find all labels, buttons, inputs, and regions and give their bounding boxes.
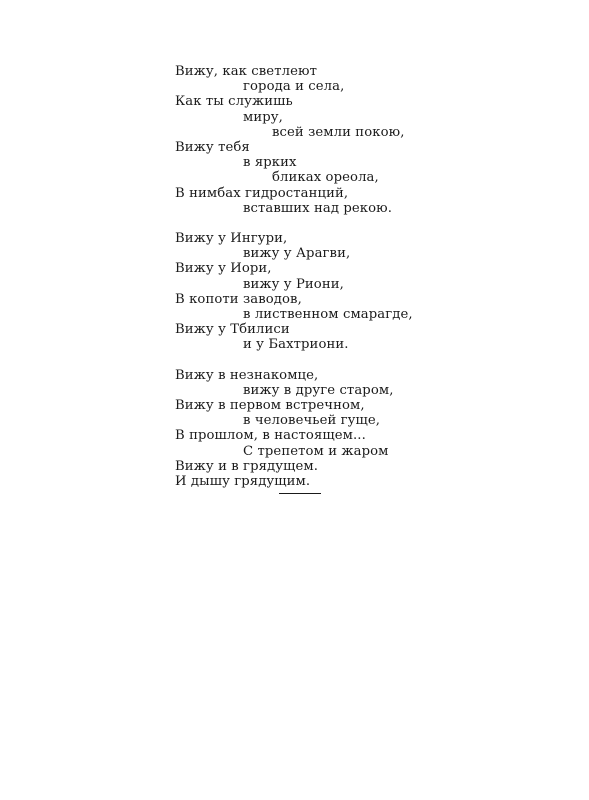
poem-line: Как ты служишь — [175, 94, 293, 110]
poem-line: вижу у Риони, — [243, 276, 344, 292]
poem-line: вижу в друге старом, — [243, 382, 394, 398]
poem-line: Вижу в первом встречном, — [175, 398, 365, 414]
poem-line: С трепетом и жаром — [243, 443, 389, 459]
poem-line: Вижу у Тбилиси — [175, 322, 290, 338]
poem-line: Вижу у Ингури, — [175, 231, 288, 247]
poem-line: В прошлом, в настоящем... — [175, 428, 366, 444]
poem-line: Вижу тебя — [175, 140, 250, 156]
poem-line: города и села, — [243, 79, 345, 95]
poem-line: в лиственном смарагде, — [243, 307, 413, 323]
stanza — [175, 368, 575, 490]
poem-line: в человечьей гуще, — [243, 413, 381, 429]
stanza — [175, 64, 575, 216]
poem-line: вставших над рекою. — [243, 200, 393, 216]
end-rule-divider — [279, 493, 321, 494]
poem-line: В копоти заводов, — [175, 291, 302, 307]
poem-line: В нимбах гидростанций, — [175, 185, 349, 201]
poem-line: бликах ореола, — [272, 170, 379, 186]
poem-line: Вижу и в грядущем. — [175, 458, 319, 474]
poem-line: в ярких — [243, 155, 297, 171]
poem-line: вижу у Арагви, — [243, 246, 351, 262]
poem-line: и у Бахтриони. — [243, 337, 349, 353]
poem-line: всей земли покою, — [272, 124, 405, 140]
stanza — [175, 231, 575, 353]
poem-text — [175, 64, 575, 504]
poem-line: И дышу грядущим. — [175, 474, 311, 490]
poem-line: Вижу, как светлеют — [175, 64, 317, 79]
poem-line: миру, — [243, 109, 283, 125]
poem-line: Вижу у Иори, — [175, 261, 272, 277]
poem-line: Вижу в незнакомце, — [175, 367, 319, 383]
